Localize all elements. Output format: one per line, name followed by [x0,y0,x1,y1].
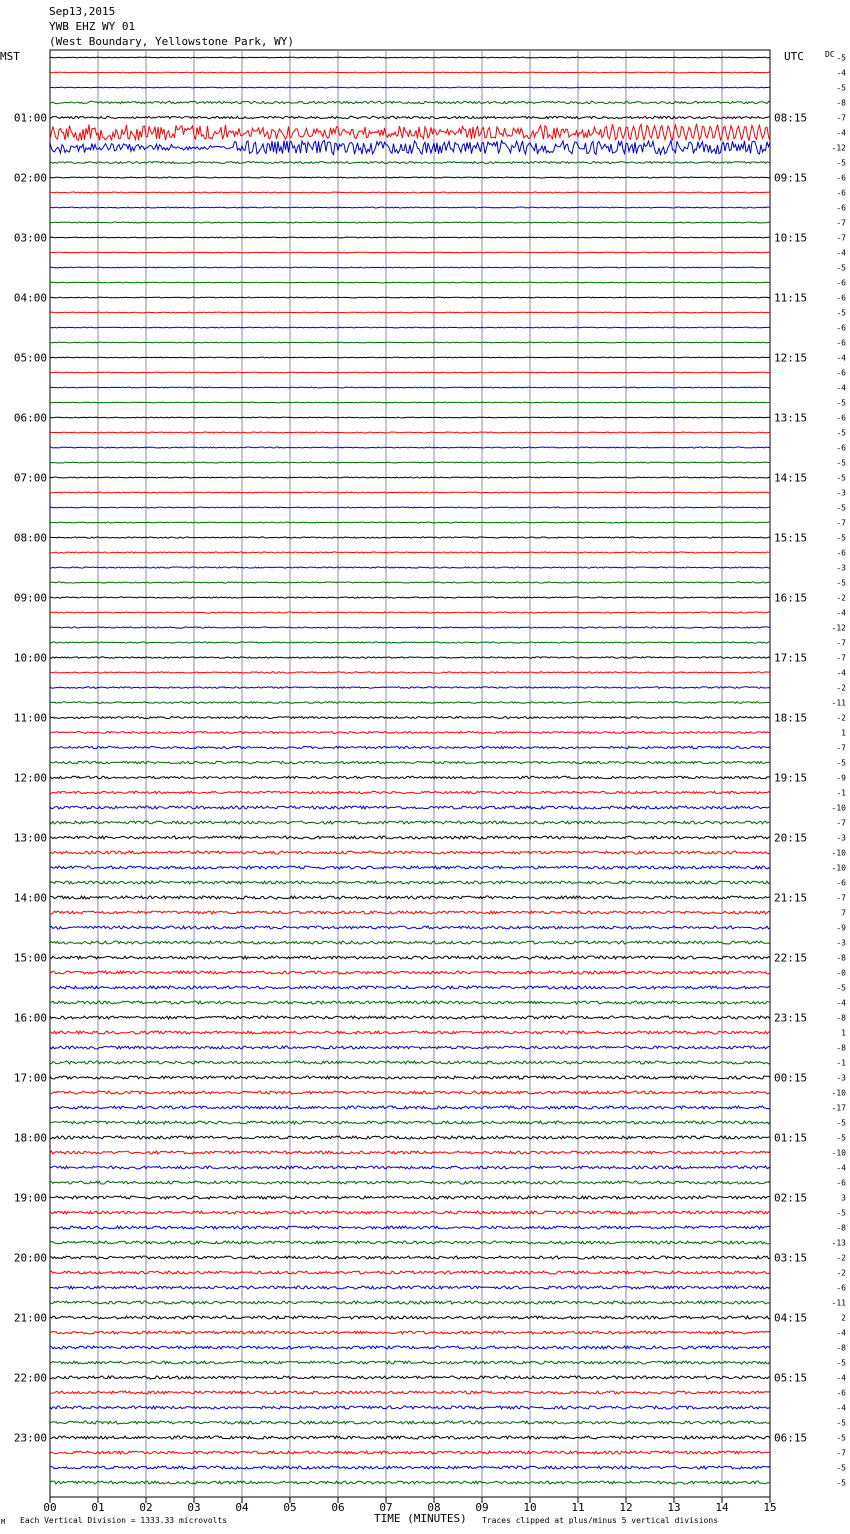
dc-offset-label: -5 [836,53,846,63]
x-tick-label: 07 [379,1501,393,1514]
utc-hour-label: 05:15 [774,1371,808,1385]
mst-hour-label: 10:00 [13,651,47,665]
dc-offset-label: -6 [836,1388,846,1398]
dc-offset-label: -6 [836,368,846,378]
dc-offset-label: -5 [836,308,846,318]
trace-line [50,1211,770,1214]
mst-hour-label: 02:00 [13,171,47,185]
mst-hour-label: 15:00 [13,951,47,965]
dc-offset-label: 1 [841,728,846,738]
dc-offset-label: -4 [836,1373,846,1383]
clip-note: Traces clipped at plus/minus 5 vertical divisions [482,1516,719,1525]
trace-line [50,342,770,343]
x-tick-label: 13 [667,1501,681,1514]
trace-line [50,282,770,283]
dc-offset-label: -6 [836,278,846,288]
trace-line [50,1151,770,1154]
trace-line [50,642,770,643]
trace-line [50,1406,770,1409]
trace-line [50,447,770,448]
trace-line [50,116,770,118]
dc-offset-label: -7 [836,233,846,243]
utc-hour-label: 14:15 [774,471,808,485]
utc-hour-label: 01:15 [774,1131,808,1145]
mst-hour-label: 18:00 [13,1131,47,1145]
dc-offset-label: -9 [836,773,846,783]
trace-line [50,327,770,328]
dc-offset-label: -4 [836,353,846,363]
dc-offset-label: -6 [836,203,846,213]
dc-offset-label: -7 [836,893,846,903]
trace-line [50,1181,770,1184]
dc-offset-label: -4 [836,128,846,138]
trace-line [50,1031,770,1034]
dc-offset-label: -4 [836,1403,846,1413]
trace-line [50,866,770,869]
header-date: Sep13,2015 [49,5,116,18]
trace-line [50,387,770,388]
trace-line [50,732,770,734]
trace-line [50,567,770,568]
trace-line [50,1451,770,1454]
left-axis-label: MST [0,50,20,63]
utc-hour-label: 08:15 [774,111,808,125]
mst-hour-label: 08:00 [13,531,47,545]
x-tick-label: 11 [571,1501,585,1514]
trace-line [50,124,770,141]
trace-line [50,1316,770,1319]
mst-hour-label: 09:00 [13,591,47,605]
dc-offset-label: -8 [836,1043,846,1053]
trace-line [50,971,770,974]
utc-hour-label: 06:15 [774,1431,808,1445]
dc-offset-label: -5 [836,758,846,768]
mst-hour-label: 17:00 [13,1071,47,1085]
trace-line [50,101,770,103]
dc-offset-label: -2 [836,683,846,693]
trace-line [50,597,770,598]
mst-hour-label: 13:00 [13,831,47,845]
scale-note: Each Vertical Division = 1333.33 microvolts [20,1516,228,1525]
trace-line [50,612,770,613]
x-tick-label: 15 [763,1501,777,1514]
trace-line [50,1241,770,1244]
utc-hour-label: 10:15 [774,231,808,245]
dc-offset-label: -6 [836,293,846,303]
trace-line [50,162,770,164]
utc-hour-label: 04:15 [774,1311,808,1325]
trace-line [50,746,770,748]
dc-offset-label: -13 [831,1238,846,1248]
mst-hour-label: 12:00 [13,771,47,785]
mst-hour-label: 19:00 [13,1191,47,1205]
dc-offset-label: -12 [831,623,846,633]
utc-hour-label: 21:15 [774,891,808,905]
x-tick-label: 01 [91,1501,105,1514]
utc-hour-label: 19:15 [774,771,808,785]
trace-line [50,252,770,253]
trace-line [50,141,770,155]
dc-offset-label: -2 [836,713,846,723]
dc-offset-label: -6 [836,188,846,198]
dc-offset-label: -7 [836,218,846,228]
trace-line [50,926,770,929]
dc-offset-label: 3 [841,1193,846,1203]
dc-offset-label: -11 [831,1298,846,1308]
mst-hour-label: 22:00 [13,1371,47,1385]
dc-offset-label: -4 [836,1163,846,1173]
dc-offset-label: -5 [836,983,846,993]
dc-offset-label: -10 [831,1088,846,1098]
dc-offset-label: -9 [836,923,846,933]
trace-line [50,1136,770,1139]
trace-line [50,1286,770,1289]
trace-line [50,956,770,959]
dc-offset-label: -11 [831,698,846,708]
dc-offset-label: -2 [836,1268,846,1278]
mst-hour-label: 14:00 [13,891,47,905]
mst-hour-label: 23:00 [13,1431,47,1445]
utc-hour-label: 23:15 [774,1011,808,1025]
dc-offset-label: -7 [836,1448,846,1458]
trace-line [50,192,770,193]
dc-offset-label: -5 [836,1478,846,1488]
dc-offset-label: -5 [836,533,846,543]
utc-hour-label: 20:15 [774,831,808,845]
trace-line [50,1256,770,1259]
dc-offset-label: -8 [836,1223,846,1233]
x-tick-label: 12 [619,1501,633,1514]
header-location: (West Boundary, Yellowstone Park, WY) [49,35,295,48]
trace-line [50,1076,770,1079]
trace-line [50,1001,770,1004]
dc-offset-label: -6 [836,1283,846,1293]
utc-hour-label: 03:15 [774,1251,808,1265]
utc-hour-label: 17:15 [774,651,808,665]
dc-offset-label: -0 [836,968,846,978]
trace-line [50,1166,770,1169]
trace-line [50,672,770,673]
trace-line [50,821,770,824]
utc-hour-label: 02:15 [774,1191,808,1205]
dc-offset-label: -5 [836,458,846,468]
mst-hour-label: 20:00 [13,1251,47,1265]
x-tick-label: 14 [715,1501,729,1514]
mst-hour-label: 03:00 [13,231,47,245]
dc-offset-label: -5 [836,1118,846,1128]
dc-offset-label: -4 [836,998,846,1008]
trace-line [50,1301,770,1304]
utc-hour-label: 00:15 [774,1071,808,1085]
dc-offset-label: -4 [836,383,846,393]
dc-label: DC [825,50,835,59]
x-tick-label: 08 [427,1501,441,1514]
dc-offset-label: -10 [831,863,846,873]
dc-offset-label: -1 [836,788,846,798]
trace-line [50,1106,770,1109]
mst-hour-label: 11:00 [13,711,47,725]
right-axis-label: UTC [784,50,804,63]
trace-line [50,1376,770,1379]
trace-line [50,57,770,58]
dc-offset-label: -5 [836,428,846,438]
dc-offset-label: -5 [836,398,846,408]
trace-line [50,522,770,523]
dc-offset-label: -3 [836,488,846,498]
dc-offset-label: -7 [836,638,846,648]
dc-offset-label: -6 [836,323,846,333]
dc-offset-label: -1 [836,1058,846,1068]
dc-offset-label: -4 [836,248,846,258]
trace-line [50,702,770,704]
trace-line [50,1016,770,1019]
dc-offset-label: -5 [836,1463,846,1473]
trace-line [50,177,770,178]
trace-line [50,402,770,403]
mst-hour-label: 21:00 [13,1311,47,1325]
trace-line [50,896,770,899]
dc-offset-label: -5 [836,1433,846,1443]
mst-hour-label: 01:00 [13,111,47,125]
trace-line [50,1091,770,1094]
trace-line [50,1061,770,1064]
utc-hour-label: 12:15 [774,351,808,365]
dc-offset-label: -5 [836,473,846,483]
dc-offset-label: -5 [836,263,846,273]
dc-offset-label: -5 [836,83,846,93]
trace-line [50,372,770,373]
dc-offset-label: -3 [836,938,846,948]
trace-line [50,627,770,628]
trace-line [50,1226,770,1229]
dc-offset-label: -5 [836,158,846,168]
dc-offset-label: -6 [836,1178,846,1188]
dc-offset-label: -8 [836,98,846,108]
trace-line [50,717,770,719]
trace-line [50,1121,770,1124]
trace-line [50,836,770,839]
dc-offset-label: -6 [836,548,846,558]
x-tick-label: 09 [475,1501,489,1514]
trace-line [50,357,770,358]
dc-offset-label: -2 [836,593,846,603]
dc-offset-label: -2 [836,1253,846,1263]
trace-line [50,582,770,583]
trace-line [50,417,770,418]
x-tick-label: 04 [235,1501,249,1514]
trace-line [50,986,770,989]
trace-line [50,851,770,854]
trace-line [50,207,770,208]
dc-offset-label: -8 [836,1013,846,1023]
mst-hour-label: 07:00 [13,471,47,485]
x-tick-label: 10 [523,1501,537,1514]
trace-line [50,507,770,508]
header-station: YWB EHZ WY 01 [49,20,136,33]
trace-line [50,267,770,268]
dc-offset-label: -6 [836,173,846,183]
trace-line [50,1046,770,1049]
dc-offset-label: -5 [836,1133,846,1143]
trace-line [50,312,770,313]
dc-offset-label: -6 [836,878,846,888]
dc-offset-label: -6 [836,338,846,348]
dc-offset-label: -10 [831,803,846,813]
trace-line [50,806,770,809]
dc-offset-label: -7 [836,113,846,123]
dc-offset-label: -8 [836,1343,846,1353]
mst-hour-label: 04:00 [13,291,47,305]
dc-offset-label: -10 [831,848,846,858]
utc-hour-label: 09:15 [774,171,808,185]
corner-mark: M [1,1518,6,1526]
trace-line [50,537,770,538]
dc-offset-label: -5 [836,1358,846,1368]
dc-offset-label: -4 [836,1328,846,1338]
utc-hour-label: 11:15 [774,291,808,305]
trace-line [50,911,770,914]
trace-line [50,1271,770,1274]
dc-offset-label: -6 [836,413,846,423]
dc-offset-label: -7 [836,653,846,663]
utc-hour-label: 15:15 [774,531,808,545]
dc-offset-label: -8 [836,953,846,963]
trace-line [50,881,770,884]
trace-line [50,462,770,463]
dc-offset-label: -7 [836,518,846,528]
dc-offset-label: -7 [836,743,846,753]
trace-line [50,87,770,88]
trace-line [50,72,770,73]
dc-offset-label: -4 [836,68,846,78]
dc-offset-label: 2 [841,1313,846,1323]
trace-line [50,1361,770,1364]
x-tick-label: 02 [139,1501,153,1514]
x-tick-label: 06 [331,1501,345,1514]
dc-offset-label: -4 [836,608,846,618]
trace-line [50,1466,770,1469]
trace-line [50,657,770,658]
dc-offset-label: -17 [831,1103,846,1113]
mst-hour-label: 16:00 [13,1011,47,1025]
dc-offset-label: -5 [836,578,846,588]
trace-line [50,552,770,553]
trace-line [50,492,770,493]
mst-hour-label: 06:00 [13,411,47,425]
utc-hour-label: 13:15 [774,411,808,425]
trace-line [50,687,770,689]
x-tick-label: 03 [187,1501,201,1514]
trace-line [50,1481,770,1484]
trace-line [50,432,770,433]
dc-offset-label: -6 [836,443,846,453]
dc-offset-label: -4 [836,668,846,678]
trace-line [50,776,770,778]
dc-offset-label: 1 [841,1028,846,1038]
dc-offset-label: -3 [836,833,846,843]
trace-line [50,761,770,763]
dc-offset-label: 7 [841,908,846,918]
dc-offset-label: -7 [836,818,846,828]
trace-line [50,1391,770,1394]
trace-line [50,297,770,298]
trace-line [50,1421,770,1424]
trace-line [50,1436,770,1439]
trace-line [50,222,770,223]
x-tick-label: 05 [283,1501,297,1514]
trace-line [50,791,770,793]
trace-line [50,1196,770,1199]
trace-line [50,237,770,238]
dc-offset-label: -3 [836,1073,846,1083]
dc-offset-label: -5 [836,503,846,513]
trace-line [50,1346,770,1349]
utc-hour-label: 18:15 [774,711,808,725]
trace-line [50,477,770,478]
dc-offset-label: -5 [836,1418,846,1428]
trace-line [50,1331,770,1334]
x-axis-title: TIME (MINUTES) [374,1512,467,1525]
dc-offset-label: -3 [836,563,846,573]
dc-offset-label: -10 [831,1148,846,1158]
utc-hour-label: 22:15 [774,951,808,965]
dc-offset-label: -12 [831,143,846,153]
trace-line [50,941,770,944]
dc-offset-label: -5 [836,1208,846,1218]
utc-hour-label: 16:15 [774,591,808,605]
mst-hour-label: 05:00 [13,351,47,365]
x-tick-label: 00 [43,1501,57,1514]
